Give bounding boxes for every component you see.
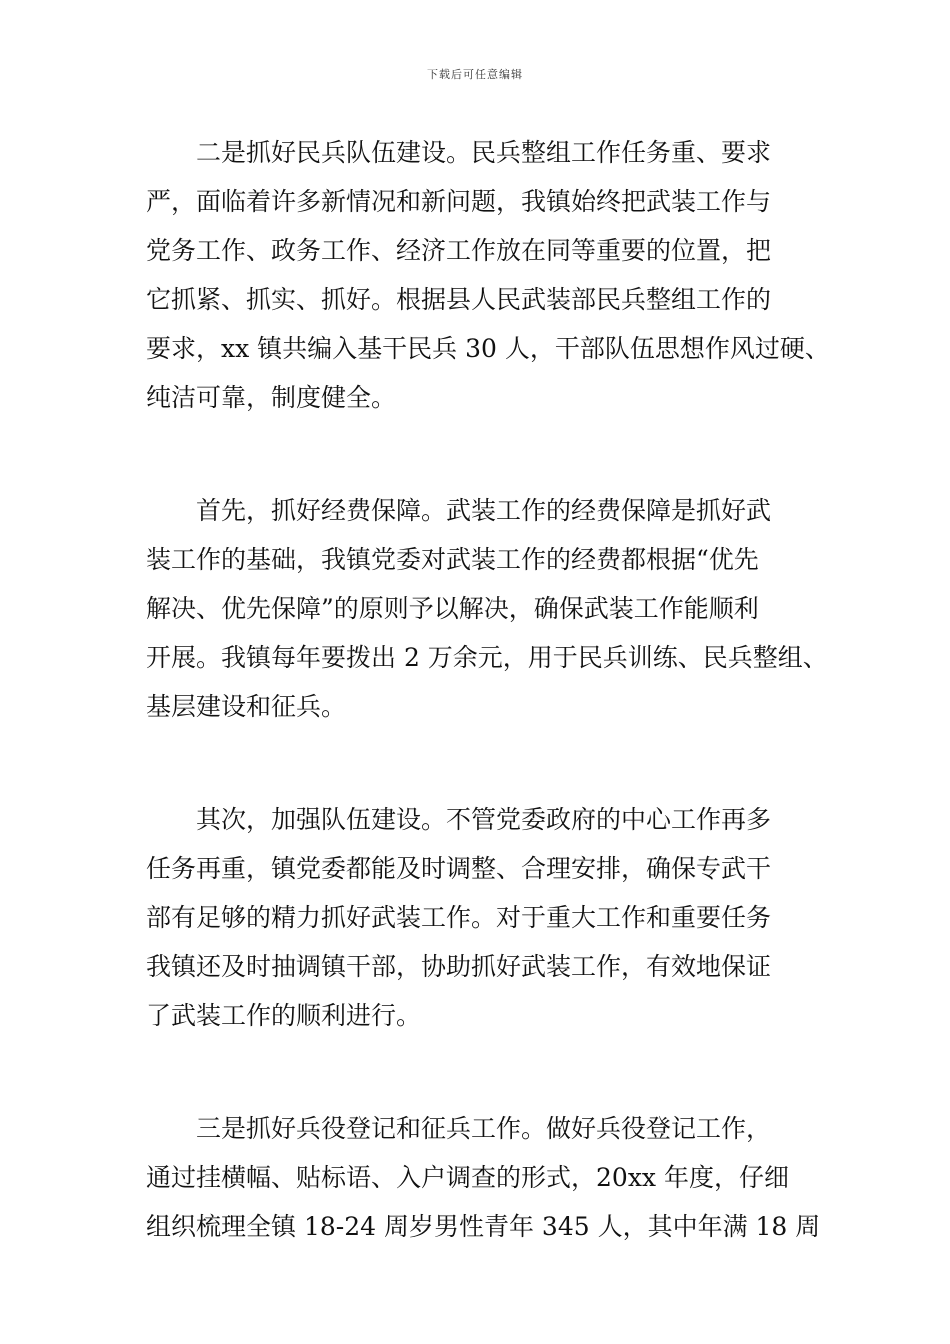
text-line: 了武装工作的顺利进行。	[146, 1001, 422, 1030]
text-line: 严，面临着许多新情况和新问题，我镇始终把武装工作与	[146, 187, 772, 216]
text-line: 通过挂横幅、贴标语、入户调查的形式，20xx 年度，仔细	[146, 1163, 789, 1192]
text-line: 我镇还及时抽调镇干部，协助抓好武装工作，有效地保证	[146, 952, 772, 981]
text-line: 部有足够的精力抓好武装工作。对于重大工作和重要任务	[146, 903, 772, 932]
paragraph-conscription	[146, 1104, 836, 1251]
text-line: 解决、优先保障”的原则予以解决，确保武装工作能顺利	[146, 594, 759, 623]
text-line: 三是抓好兵役登记和征兵工作。做好兵役登记工作，	[196, 1114, 772, 1143]
text-line: 装工作的基础，我镇党委对武装工作的经费都根据“优先	[146, 545, 759, 574]
header-note: 下载后可任意编辑	[427, 68, 523, 81]
text-line: 党务工作、政务工作、经济工作放在同等重要的位置，把	[146, 236, 772, 265]
document-body	[146, 128, 836, 1315]
paragraph-funding	[146, 486, 836, 731]
paragraph-militia-building	[146, 128, 836, 422]
paragraph-team-building	[146, 795, 836, 1040]
text-line: 二是抓好民兵队伍建设。民兵整组工作任务重、要求	[196, 138, 772, 167]
text-line: 首先，抓好经费保障。武装工作的经费保障是抓好武	[196, 496, 772, 525]
text-line: 基层建设和征兵。	[146, 692, 347, 721]
text-line: 任务再重，镇党委都能及时调整、合理安排，确保专武干	[146, 854, 772, 883]
text-line: 其次，加强队伍建设。不管党委政府的中心工作再多	[196, 805, 772, 834]
text-line: 要求，xx 镇共编入基干民兵 30 人，干部队伍思想作风过硬、	[146, 334, 830, 363]
text-line: 开展。我镇每年要拨出 2 万余元，用于民兵训练、民兵整组、	[146, 643, 828, 672]
text-line: 它抓紧、抓实、抓好。根据县人民武装部民兵整组工作的	[146, 285, 772, 314]
text-line: 纯洁可靠，制度健全。	[146, 383, 397, 412]
text-line: 组织梳理全镇 18-24 周岁男性青年 345 人，其中年满 18 周	[146, 1212, 821, 1241]
